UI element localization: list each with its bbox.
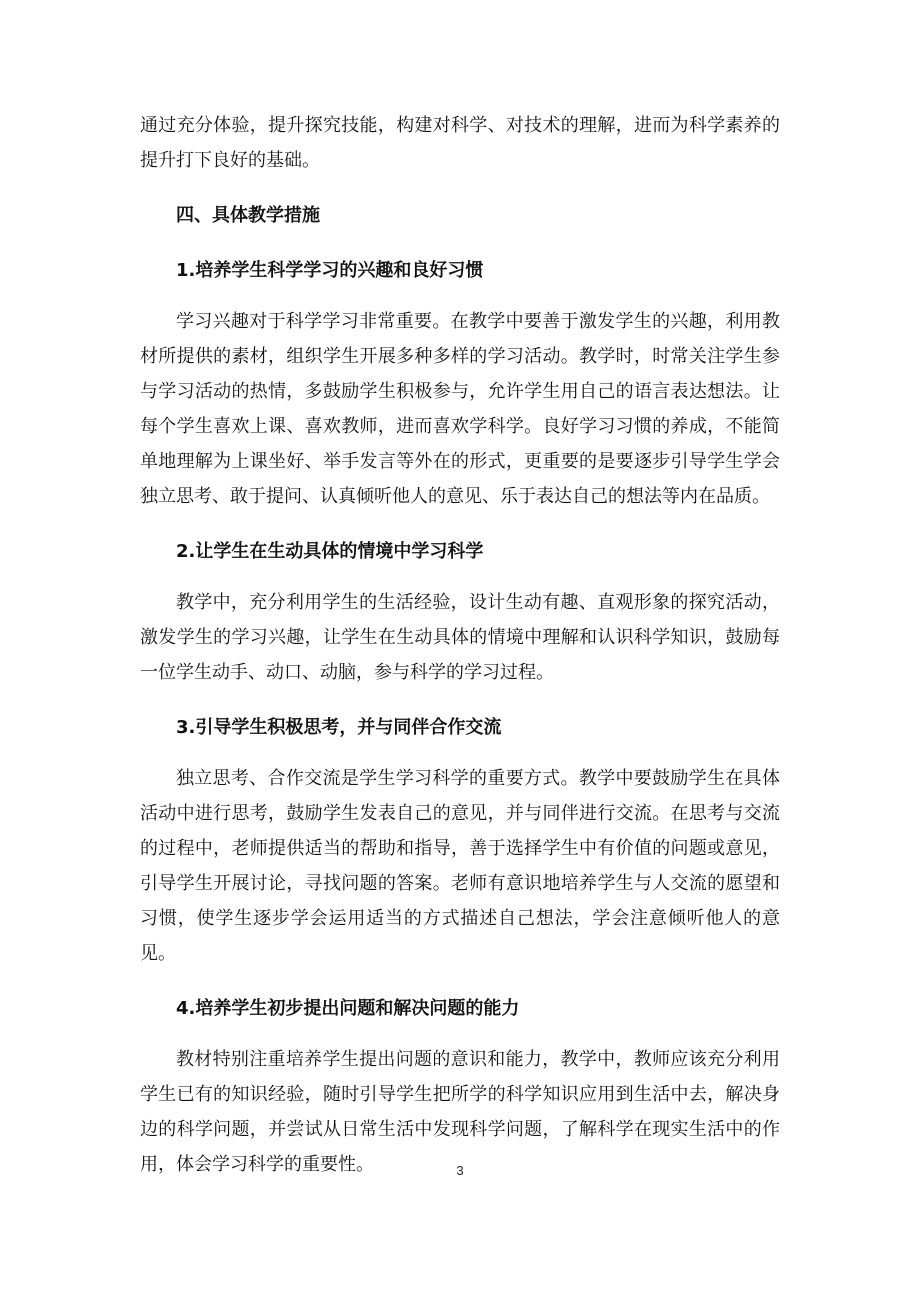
measure-4-body: 教材特别注重培养学生提出问题的意识和能力，教学中，教师应该充分利用学生已有的知识经验，随时引导学生把所学的科学知识应用到生活中去，解决身边的科学问题，并尝试从日常生活中发现科学问题，了解科学在现实生活中的作用，体会学习科学的重要性。 (140, 1049, 780, 1175)
page-content (140, 108, 780, 1182)
measure-2-title: 2.让学生在生动具体的情境中学习科学 (176, 541, 484, 562)
measure-3-title: 3.引导学生积极思考，并与同伴合作交流 (176, 717, 502, 738)
measure-4-title: 4.培养学生初步提出问题和解决问题的能力 (176, 998, 520, 1019)
measure-1-title: 1.培养学生科学学习的兴趣和良好习惯 (176, 260, 484, 281)
page-number: 3 (456, 1163, 464, 1178)
section-title: 四、具体教学措施 (176, 205, 320, 226)
measure-2-body: 教学中，充分利用学生的生活经验，设计生动有趣、直观形象的探究活动，激发学生的学习兴趣，让学生在生动具体的情境中理解和认识科学知识，鼓励每一位学生动手、动口、动脑，参与科学的学习过程。 (140, 592, 780, 683)
measure-1-body: 学习兴趣对于科学学习非常重要。在教学中要善于激发学生的兴趣，利用教材所提供的素材，组织学生开展多种多样的学习活动。教学时，时常关注学生参与学习活动的热情，多鼓励学生积极参与，允许学生用自己的语言表达想法。让每个学生喜欢上课、喜欢教师，进而喜欢学科学。良好学习习惯的养成，不能简单地理解为上课坐好、举手发言等外在的形式，更重要的是要逐步引导学生学会独立思考、敢于提问、认真倾听他人的意见、乐于表达自己的想法等内在品质。 (140, 311, 780, 507)
intro-paragraph: 通过充分体验，提升探究技能，构建对科学、对技术的理解，进而为科学素养的提升打下良好的基础。 (140, 115, 780, 171)
measure-3-body: 独立思考、合作交流是学生学习科学的重要方式。教学中要鼓励学生在具体活动中进行思考，鼓励学生发表自己的意见，并与同伴进行交流。在思考与交流的过程中，老师提供适当的帮助和指导，善于选择学生中有价值的问题或意见，引导学生开展讨论，寻找问题的答案。老师有意识地培养学生与人交流的愿望和习惯，使学生逐步学会运用适当的方式描述自己想法，学会注意倾听他人的意见。 (140, 768, 780, 964)
